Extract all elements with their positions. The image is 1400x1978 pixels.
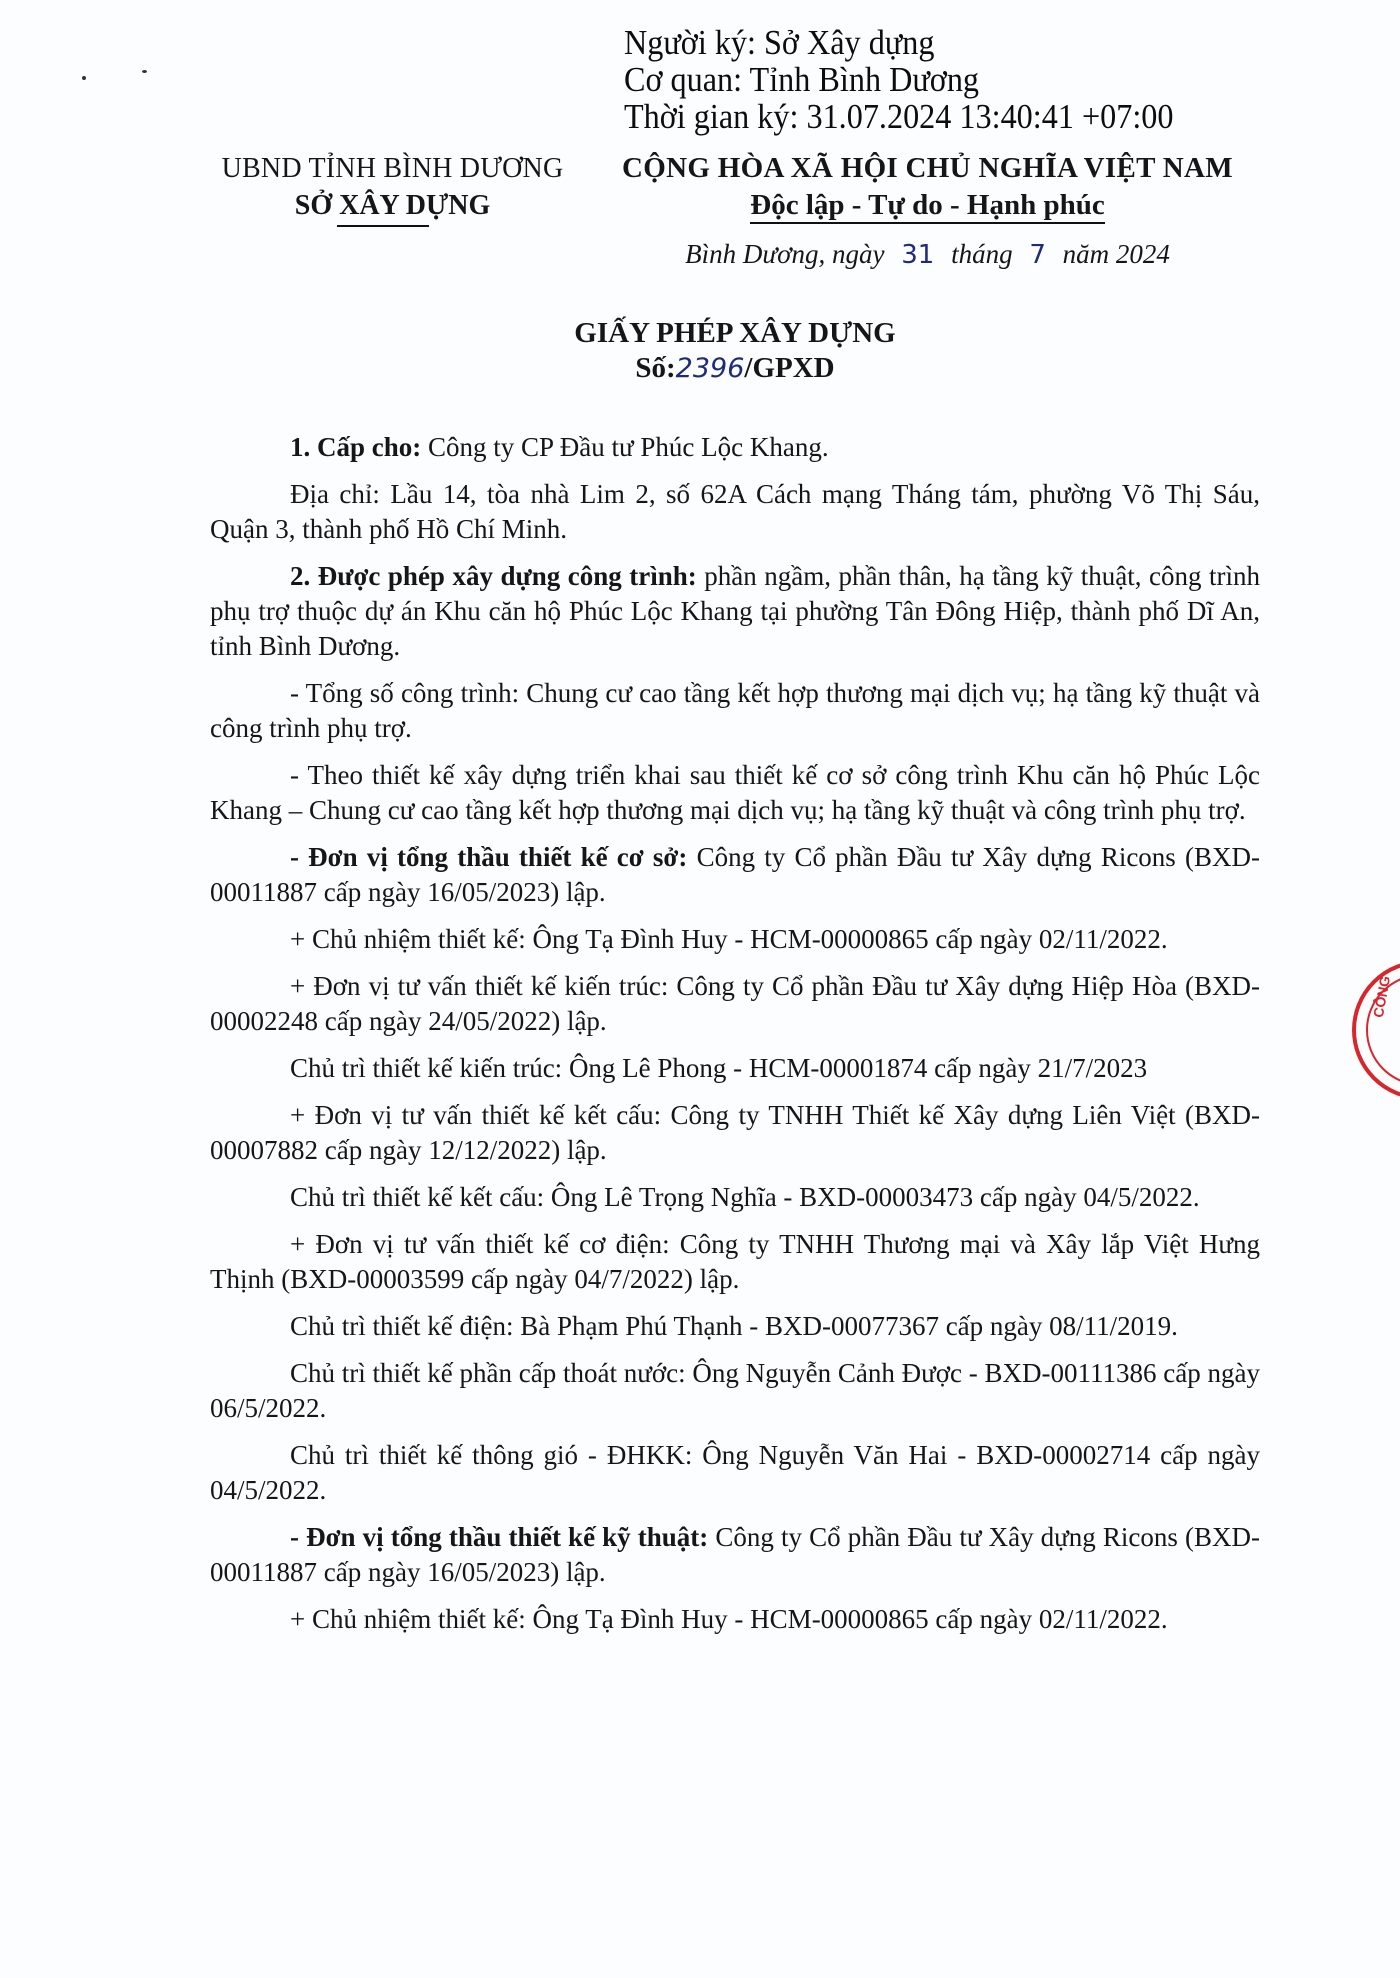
paragraph-architecture-consultant: + Đơn vị tư vấn thiết kế kiến trúc: Công ty Cổ phần Đầu tư Xây dựng Hiệp Hòa (BXD-00002248 cấp ngày 24/05/2022) lập. — [210, 971, 1260, 1036]
paragraph-structure-consultant: + Đơn vị tư vấn thiết kế kết cấu: Công ty TNHH Thiết kế Xây dựng Liên Việt (BXD-00007882 cấp ngày 12/12/2022) lập. — [210, 1100, 1260, 1165]
paragraph-plumbing-lead: Chủ trì thiết kế phần cấp thoát nước: Ông Nguyễn Cảnh Được - BXD-00111386 cấp ngày 06/5/2022. — [210, 1358, 1260, 1423]
base-design-contractor-value: Công ty Cổ phần Đầu tư Xây dựng Ricons (BXD-00011887 cấp ngày 16/05/2023) lập. — [210, 842, 1260, 907]
header-underline — [337, 225, 429, 227]
permit-number — [400, 351, 1070, 386]
paragraph-hvac-lead: Chủ trì thiết kế thông gió - ĐHKK: Ông Nguyễn Văn Hai - BXD-00002714 cấp ngày 04/5/2022. — [210, 1440, 1260, 1505]
label-technical-design-contractor: - Đơn vị tổng thầu thiết kế kỹ thuật: — [290, 1522, 709, 1552]
permitted-works-value: phần ngầm, phần thân, hạ tầng kỹ thuật, công trình phụ trợ thuộc dự án Khu căn hộ Phúc Lộc Khang tại phường Tân Đông Hiệp, thành phố Dĩ An, tỉnh Bình Dương. — [210, 561, 1260, 661]
title-heading: GIẤY PHÉP XÂY DỰNG — [574, 317, 896, 349]
scan-speck — [82, 76, 86, 80]
issuing-authority — [200, 150, 585, 227]
technical-design-contractor-value: Công ty Cổ phần Đầu tư Xây dựng Ricons (BXD-00011887 cấp ngày 16/05/2023) lập. — [210, 1522, 1260, 1587]
paragraph-design-basis: - Theo thiết kế xây dựng triển khai sau thiết kế cơ sở công trình Khu căn hộ Phúc Lộc Khang – Chung cư cao tầng kết hợp thương mại dịch vụ; hạ tầng kỹ thuật và công trình phụ trợ. — [210, 760, 1260, 825]
paragraph-technical-design-lead: + Chủ nhiệm thiết kế: Ông Tạ Đình Huy - HCM-00000865 cấp ngày 02/11/2022. — [290, 1604, 1168, 1634]
paragraph-mep-consultant: + Đơn vị tư vấn thiết kế cơ điện: Công ty TNHH Thương mại và Xây lắp Việt Hưng Thịnh (BXD-00003599 cấp ngày 04/7/2022) lập. — [210, 1229, 1260, 1294]
national-motto: Độc lập - Tự do - Hạnh phúc — [750, 189, 1105, 224]
permit-body — [210, 430, 1260, 1649]
issue-date — [600, 236, 1255, 274]
national-header — [600, 150, 1255, 274]
signing-agency: Cơ quan: Tỉnh Bình Dương — [624, 60, 980, 99]
paragraph-issued-to — [210, 430, 1260, 465]
document-title — [400, 316, 1070, 386]
signing-time: Thời gian ký: 31.07.2024 13:40:41 +07:00 — [624, 97, 1174, 136]
date-year: năm 2024 — [1062, 239, 1170, 269]
signer: Người ký: Sở Xây dựng — [624, 23, 935, 62]
paragraph-electrical-lead: Chủ trì thiết kế điện: Bà Phạm Phú Thạnh - BXD-00077367 cấp ngày 08/11/2019. — [290, 1311, 1178, 1341]
paragraph-total-works: - Tổng số công trình: Chung cư cao tầng kết hợp thương mại dịch vụ; hạ tầng kỹ thuật và công trình phụ trợ. — [210, 678, 1260, 743]
scan-speck — [142, 70, 147, 73]
stamp-text: CÔNG — [1370, 974, 1394, 1019]
paragraph-technical-design-contractor — [210, 1520, 1260, 1590]
handwritten-month: 7 — [1029, 240, 1046, 270]
label-permitted-works: 2. Được phép xây dựng công trình: — [290, 561, 697, 591]
month-label: tháng — [951, 239, 1013, 269]
paragraph-structure-lead: Chủ trì thiết kế kết cấu: Ông Lê Trọng Nghĩa - BXD-00003473 cấp ngày 04/5/2022. — [290, 1182, 1200, 1212]
paragraph-address: Địa chỉ: Lầu 14, tòa nhà Lim 2, số 62A Cách mạng Tháng tám, phường Võ Thị Sáu, Quận 3, thành phố Hồ Chí Minh. — [210, 479, 1260, 544]
date-prefix: Bình Dương, ngày — [685, 239, 885, 269]
number-suffix: /GPXD — [744, 352, 835, 384]
department-name: SỞ XÂY DỰNG — [294, 190, 491, 221]
label-base-design-contractor: - Đơn vị tổng thầu thiết kế cơ sở: — [290, 842, 688, 872]
nation-title: CỘNG HÒA XÃ HỘI CHỦ NGHĨA VIỆT NAM — [622, 152, 1233, 184]
number-prefix: Số: — [635, 352, 676, 384]
paragraph-base-design-contractor — [210, 840, 1260, 910]
authority-name: UBND TỈNH BÌNH DƯƠNG — [221, 153, 564, 184]
paragraph-permitted-works — [210, 559, 1260, 664]
paragraph-architecture-lead: Chủ trì thiết kế kiến trúc: Ông Lê Phong - HCM-00001874 cấp ngày 21/7/2023 — [290, 1053, 1148, 1083]
handwritten-number: 2396 — [675, 353, 745, 384]
issued-to-value: Công ty CP Đầu tư Phúc Lộc Khang. — [421, 432, 829, 462]
handwritten-day: 31 — [901, 240, 935, 270]
digital-signature-block — [624, 24, 1173, 135]
paragraph-design-lead: + Chủ nhiệm thiết kế: Ông Tạ Đình Huy - HCM-00000865 cấp ngày 02/11/2022. — [290, 924, 1168, 954]
red-seal-stamp-icon — [1352, 960, 1400, 1100]
label-issued-to: 1. Cấp cho: — [290, 432, 422, 462]
